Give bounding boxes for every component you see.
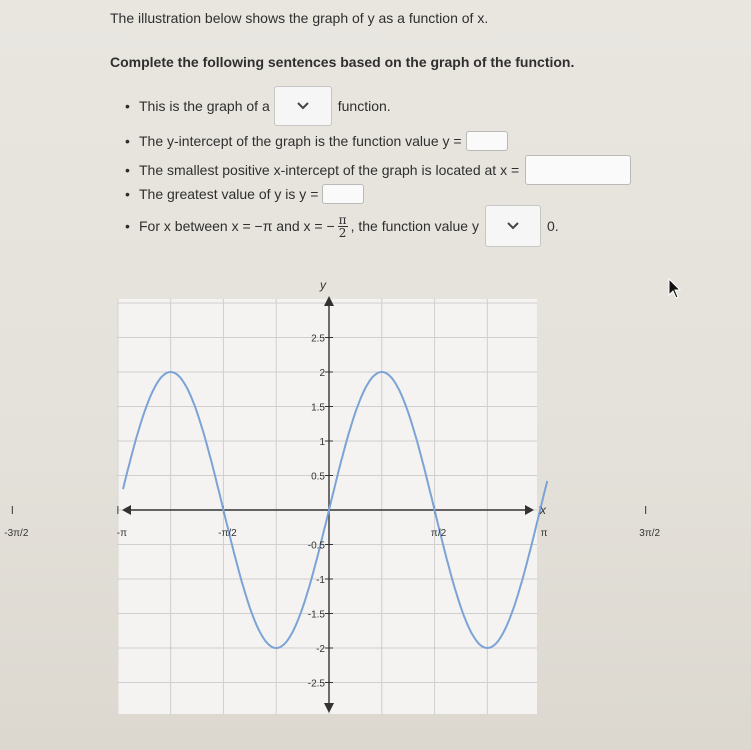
instruction-text: Complete the following sentences based on the graph of the function. <box>110 54 575 70</box>
graph-background <box>117 299 537 714</box>
bullet-function-type: • This is the graph of a function. <box>125 86 391 126</box>
mouse-pointer-icon <box>668 278 682 305</box>
y-tick-label: -2 <box>316 644 325 655</box>
bullet-y-intercept: • The y-intercept of the graph is the function value y = <box>125 131 508 151</box>
bullet-5-text: For x between x = −π and x = − <box>139 218 335 234</box>
x-tick-label: -π <box>116 528 128 539</box>
x-tick-label: π/2 <box>430 528 447 539</box>
x-tick-label: -3π/2 <box>4 528 29 539</box>
bullet-5-mid: , the function value y <box>350 218 479 234</box>
y-axis-label: y <box>320 278 326 292</box>
x-tick-label: 3π/2 <box>639 528 661 539</box>
y-tick-label: -1 <box>316 575 325 586</box>
x-tick-label: -π/2 <box>218 528 237 539</box>
pi-over-2-fraction: $\frac{\pi}{2}$ <box>338 212 347 240</box>
y-tick-label: 2 <box>319 368 325 379</box>
y-tick-label: -0.5 <box>307 540 325 552</box>
y-tick-label: 0.5 <box>311 471 325 483</box>
bullet-2-text: The y-intercept of the graph is the function value y = <box>139 133 462 149</box>
y-tick-label: -2.5 <box>307 678 325 690</box>
x-tick-label: π <box>540 528 548 539</box>
bullet-5-post: 0. <box>546 218 559 234</box>
intro-text: The illustration below shows the graph of y as a function of x. <box>110 10 489 26</box>
bullet-4-text: The greatest value of y is y = <box>139 186 319 202</box>
bullet-1-text: This is the graph of a <box>139 98 270 114</box>
bullet-sign: • For x between x = −π and x = − $\frac{\pi}{2}$ , the function value y 0. <box>125 205 559 247</box>
y-tick-label: 2.5 <box>311 333 325 345</box>
bullet-3-text: The smallest positive x-intercept of the graph is located at x = <box>139 162 520 178</box>
y-tick-label: 1 <box>319 437 325 448</box>
bullet-x-intercept: • The smallest positive x-intercept of the graph is located at x = <box>125 155 631 185</box>
bullet-1-post: function. <box>337 98 391 114</box>
y-tick-label: -1.5 <box>307 609 325 621</box>
y-tick-label: 1.5 <box>311 402 325 414</box>
bullet-greatest-value: • The greatest value of y is y = <box>125 184 364 204</box>
x-axis-label: x <box>540 503 546 517</box>
